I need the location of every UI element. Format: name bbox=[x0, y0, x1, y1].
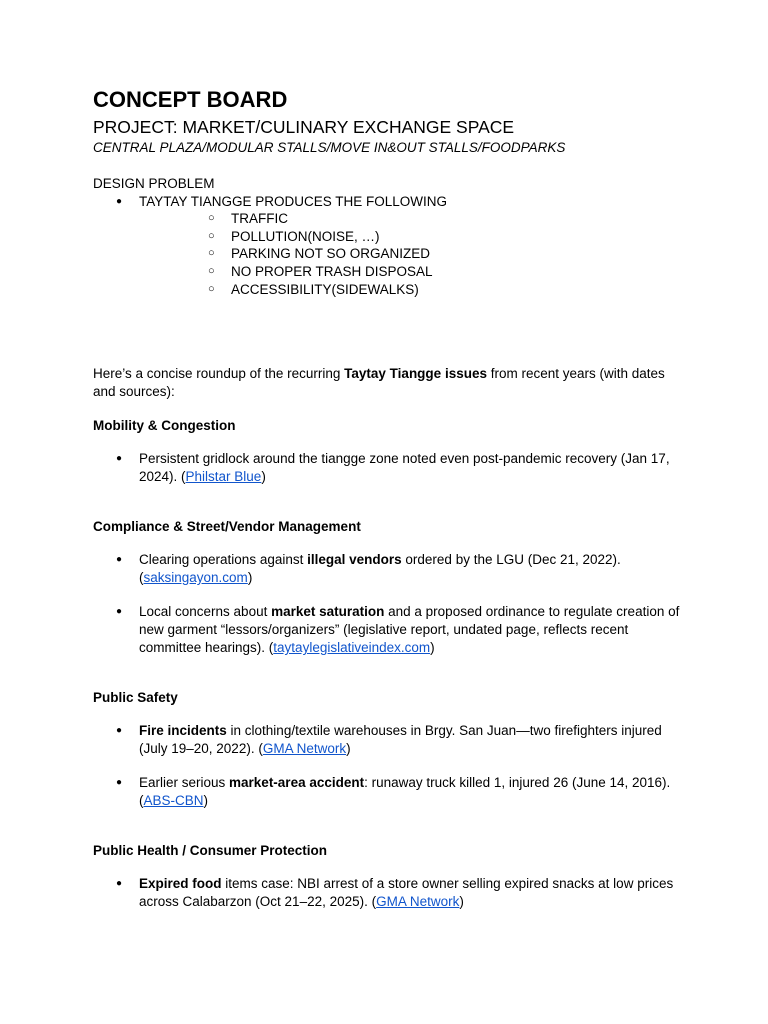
item-text: Persistent gridlock around the tiangge zone noted even post-pandemic recovery (Jan 17, 2024). ( bbox=[139, 451, 670, 485]
item-end: ) bbox=[247, 570, 253, 586]
item-bold: Fire incidents bbox=[139, 723, 227, 739]
list-item bbox=[93, 551, 683, 587]
source-link[interactable]: saksingayon.com bbox=[143, 570, 248, 586]
item-text: Earlier serious bbox=[139, 775, 230, 791]
document-page bbox=[93, 84, 683, 911]
intro-paragraph bbox=[93, 365, 683, 401]
problem-item: ○ POLLUTION(NOISE, …) bbox=[139, 228, 683, 246]
list-item bbox=[93, 450, 683, 486]
problem-item: ○ TRAFFIC bbox=[139, 210, 683, 228]
section-heading-mobility: Mobility & Congestion bbox=[93, 418, 236, 434]
design-problem-bullet-text: TAYTAY TIANGGE PRODUCES THE FOLLOWING bbox=[139, 193, 448, 209]
item-bold: market saturation bbox=[271, 604, 385, 620]
list-item bbox=[93, 603, 683, 657]
problem-item: ○ NO PROPER TRASH DISPOSAL bbox=[139, 263, 683, 281]
section-heading-compliance: Compliance & Street/Vendor Management bbox=[93, 519, 361, 535]
item-end: ) bbox=[430, 640, 435, 656]
source-link[interactable]: GMA Network bbox=[262, 741, 347, 757]
item-text: items case: NBI arrest of a store owner selling expired snacks at low prices across Calabarzon (Oct 21–22, 2025). ( bbox=[139, 876, 674, 910]
intro-bold: Taytay Tiangge issues bbox=[344, 366, 487, 382]
item-bold: Expired food bbox=[139, 876, 222, 892]
problem-item: ○ ACCESSIBILITY(SIDEWALKS) bbox=[139, 281, 683, 299]
intro-text: Here’s a concise roundup of the recurring bbox=[93, 366, 345, 382]
item-end: ) bbox=[459, 894, 464, 910]
item-text: in clothing/textile warehouses in Brgy. San Juan—two firefighters injured (July 19–20, 2022). ( bbox=[139, 723, 662, 757]
design-problem-heading: DESIGN PROBLEM bbox=[93, 176, 215, 191]
design-problem-sublist bbox=[139, 210, 683, 298]
problem-item: ○ PARKING NOT SO ORGANIZED bbox=[139, 245, 683, 263]
doc-title: CONCEPT BOARD bbox=[93, 87, 288, 112]
item-text: ordered by the LGU (Dec 21, 2022). ( bbox=[139, 552, 621, 586]
item-end: ) bbox=[346, 741, 351, 757]
item-text: Local concerns about bbox=[139, 604, 272, 620]
source-link[interactable]: ABS-CBN bbox=[143, 793, 204, 809]
item-text: Clearing operations against bbox=[139, 552, 308, 568]
project-subtitle: CENTRAL PLAZA/MODULAR STALLS/MOVE IN&OUT STALLS/FOODPARKS bbox=[93, 140, 566, 155]
item-bold: market-area accident bbox=[229, 775, 365, 791]
source-link[interactable]: Philstar Blue bbox=[185, 469, 262, 485]
section-heading-safety: Public Safety bbox=[93, 690, 178, 706]
item-end: ) bbox=[261, 469, 266, 485]
item-bold: illegal vendors bbox=[307, 552, 402, 568]
project-title: PROJECT: MARKET/CULINARY EXCHANGE SPACE bbox=[93, 117, 515, 137]
list-item bbox=[93, 722, 683, 758]
section-heading-health: Public Health / Consumer Protection bbox=[93, 843, 328, 859]
design-problem-bullet bbox=[93, 193, 683, 299]
list-item bbox=[93, 875, 683, 911]
item-text: and a proposed ordinance to regulate creation of new garment “lessors/organizers” (legislative report, undated page, reflects recent committee hearings). ( bbox=[139, 604, 680, 656]
intro-text-end: from recent years (with dates and sources): bbox=[93, 366, 665, 400]
list-item bbox=[93, 774, 683, 810]
source-link[interactable]: taytaylegislativeindex.com bbox=[273, 640, 431, 656]
design-problem-list bbox=[93, 193, 683, 299]
item-end: ) bbox=[203, 793, 209, 809]
item-text: : runaway truck killed 1, injured 26 (June 14, 2016). ( bbox=[139, 775, 671, 809]
source-link[interactable]: GMA Network bbox=[376, 894, 460, 910]
